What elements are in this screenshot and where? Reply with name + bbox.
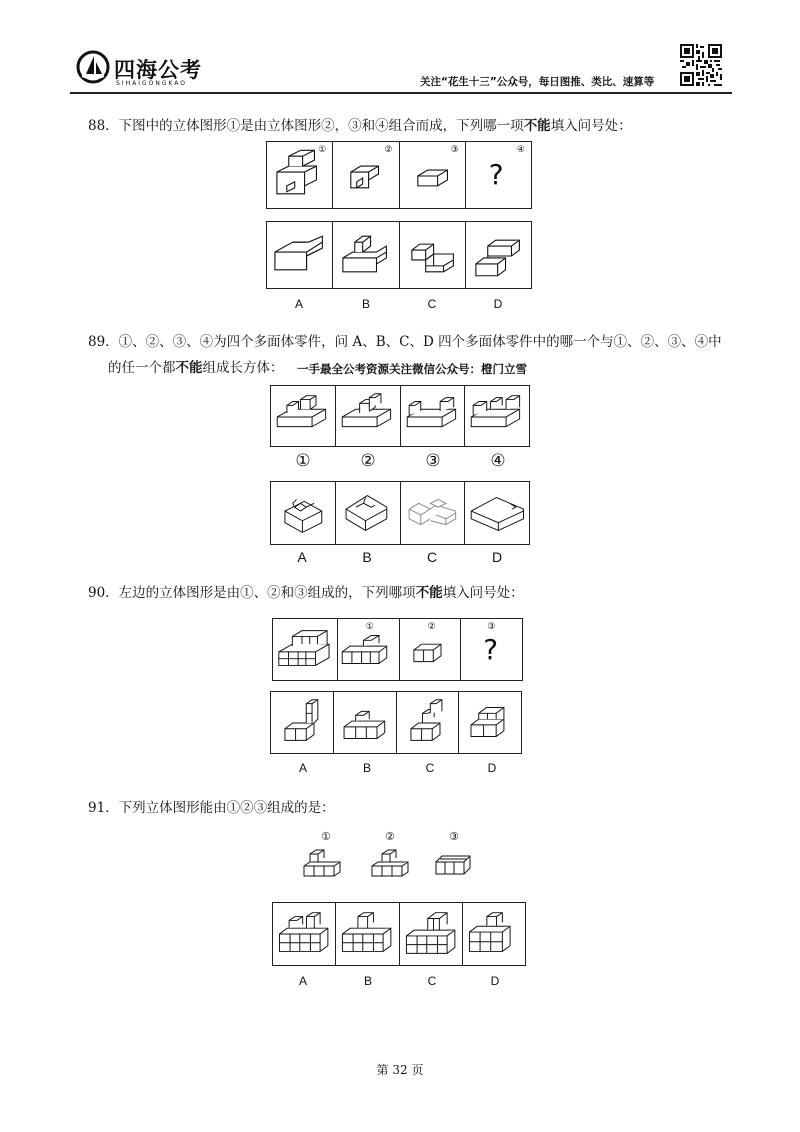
q90-option-d-label: D xyxy=(487,761,497,775)
q90-option-c-label: C xyxy=(425,761,435,775)
q88-given-row xyxy=(266,141,532,209)
q91-option-b[interactable] xyxy=(336,903,399,965)
q89-part-2-shape xyxy=(336,386,400,446)
q89-option-b-label: B xyxy=(362,549,372,565)
q89-part-4 xyxy=(465,386,529,446)
q88-figure-1 xyxy=(267,142,333,208)
q90-shape-1 xyxy=(338,619,399,680)
page-number: 第 32 页 xyxy=(376,1063,424,1077)
q91-option-b-label: B xyxy=(363,974,372,988)
q89-promo: 一手最全公考资源关注微信公众号：橙门立雪 xyxy=(297,362,527,376)
q88-option-d-label: D xyxy=(493,297,503,311)
q89-options-row xyxy=(270,481,530,545)
q89-part-label-4: ④ xyxy=(490,451,506,471)
q90-option-c-shape xyxy=(397,692,459,753)
q91-option-a-shape xyxy=(273,903,335,965)
header-divider xyxy=(70,92,732,94)
q88-option-a-label: A xyxy=(294,297,303,311)
q89-part-1-shape xyxy=(271,386,335,446)
q89-emph: 不能 xyxy=(175,360,203,376)
q91-option-c-label: C xyxy=(427,974,437,988)
q89-option-c-shape xyxy=(401,482,465,544)
q90-label-1: ① xyxy=(365,622,374,632)
q89-option-a-shape xyxy=(271,482,335,544)
q90-label-2: ② xyxy=(427,622,436,632)
q88-option-c-label: C xyxy=(427,297,437,311)
q89-line2-post: 组成长方体： xyxy=(202,360,284,376)
q88-figure-4 xyxy=(466,142,531,208)
q89-part-2 xyxy=(336,386,401,446)
q90-figure-1 xyxy=(338,619,400,680)
slogan: 关注“花生十三”公众号，每日图推、类比、速算等 xyxy=(420,76,655,88)
q88-option-b[interactable] xyxy=(333,222,399,288)
q88-label-2: ② xyxy=(384,145,393,155)
q90-option-b-label: B xyxy=(362,761,371,775)
logo-subtitle: SIHAIGONGKAO xyxy=(116,80,188,87)
q89-option-c-label: C xyxy=(426,549,438,565)
q88-option-c[interactable] xyxy=(400,222,466,288)
q88-figure-2 xyxy=(333,142,399,208)
q88-option-d-shape xyxy=(466,222,531,288)
q89-option-d-shape xyxy=(465,482,529,544)
q88-option-c-shape xyxy=(400,222,465,288)
q89-part-label-1: ① xyxy=(295,451,311,471)
q88-shape-2 xyxy=(333,142,398,208)
q91-option-d-label: D xyxy=(490,974,500,988)
q89-option-d[interactable] xyxy=(465,482,529,544)
q90-shape-2 xyxy=(400,619,461,680)
q90-options-row xyxy=(270,691,522,754)
q90-option-d[interactable] xyxy=(459,692,521,753)
q88-option-b-label: B xyxy=(361,297,370,311)
q88-option-d[interactable] xyxy=(466,222,531,288)
q89-option-a-label: A xyxy=(297,549,307,565)
q90-option-a-shape xyxy=(271,692,333,753)
q90-emph: 不能 xyxy=(415,585,443,601)
q90-option-b-shape xyxy=(334,692,396,753)
logo-text: 四海公考 xyxy=(114,58,202,82)
q89-option-b[interactable] xyxy=(336,482,401,544)
q91-part-label-3: ③ xyxy=(449,830,459,843)
q90-figure-main xyxy=(273,619,338,680)
q88-question-mark: ? xyxy=(488,158,504,191)
q90-text-pre: 90．左边的立体图形是由①、②和③组成的，下列哪项 xyxy=(88,585,416,601)
q88-label-4: ④ xyxy=(516,145,525,155)
q90-figure-2 xyxy=(400,619,462,680)
q89-option-a[interactable] xyxy=(271,482,336,544)
q91-option-c[interactable] xyxy=(400,903,463,965)
q90-text-post: 填入问号处： xyxy=(442,585,524,601)
q89-part-1 xyxy=(271,386,336,446)
q89-line1: 89．①、②、③、④为四个多面体零件，问 A、B、C、D 四个多面体零件中的哪一个与①、②、③、④中 xyxy=(88,334,722,350)
q88-text-pre: 88．下图中的立体图形①是由立体图形②，③和④组合而成，下列哪一项 xyxy=(88,118,524,134)
q90-label-3: ③ xyxy=(487,622,496,632)
q90-given-row xyxy=(272,618,523,681)
q89-option-d-label: D xyxy=(491,549,503,565)
q91-part-3 xyxy=(432,848,476,880)
q91-option-c-shape xyxy=(400,903,462,965)
q88-text xyxy=(88,115,632,137)
q88-option-b-shape xyxy=(333,222,398,288)
q91-part-label-1: ① xyxy=(321,830,331,843)
q90-option-b[interactable] xyxy=(334,692,397,753)
q91-option-d-shape xyxy=(463,903,525,965)
q91-option-b-shape xyxy=(336,903,398,965)
q89-option-b-shape xyxy=(336,482,400,544)
qr-code-icon xyxy=(680,44,722,86)
q88-options-row xyxy=(266,221,532,289)
q91-text: 91．下列立体图形能由①②③组成的是： xyxy=(88,800,335,816)
q89-line2 xyxy=(108,357,284,379)
q91-option-a-label: A xyxy=(298,974,307,988)
q88-option-a-shape xyxy=(267,222,332,288)
q91-options-row xyxy=(272,902,526,966)
q90-main-shape xyxy=(273,619,337,680)
q88-label-1: ① xyxy=(318,145,327,155)
q88-text-post: 填入问号处： xyxy=(550,118,632,134)
q91-option-d[interactable] xyxy=(463,903,525,965)
q90-text xyxy=(88,582,524,604)
q90-option-a[interactable] xyxy=(271,692,334,753)
q88-shape-3 xyxy=(400,142,465,208)
q88-figure-3 xyxy=(400,142,466,208)
q88-emph: 不能 xyxy=(523,118,551,134)
q88-shape-1 xyxy=(267,142,332,208)
q89-part-label-2: ② xyxy=(360,451,376,471)
q89-parts-row xyxy=(270,385,530,447)
q89-part-4-shape xyxy=(465,386,529,446)
header xyxy=(70,44,732,92)
q88-label-3: ③ xyxy=(450,145,459,155)
q91-part-1 xyxy=(300,844,350,882)
q89-part-label-3: ③ xyxy=(425,451,441,471)
q90-option-d-shape xyxy=(459,692,521,753)
q91-part-label-2: ② xyxy=(385,830,395,843)
q89-part-3 xyxy=(401,386,466,446)
q88-option-a[interactable] xyxy=(267,222,333,288)
logo-icon xyxy=(76,50,110,84)
q89-part-3-shape xyxy=(401,386,465,446)
q90-option-a-label: A xyxy=(298,761,307,775)
q90-question-mark: ? xyxy=(483,633,499,666)
q89-option-c[interactable] xyxy=(401,482,466,544)
q90-figure-3 xyxy=(461,619,522,680)
q91-option-a[interactable] xyxy=(273,903,336,965)
q91-part-2 xyxy=(368,844,418,882)
q89-line2-pre: 的任一个都 xyxy=(108,360,176,376)
q90-option-c[interactable] xyxy=(397,692,460,753)
